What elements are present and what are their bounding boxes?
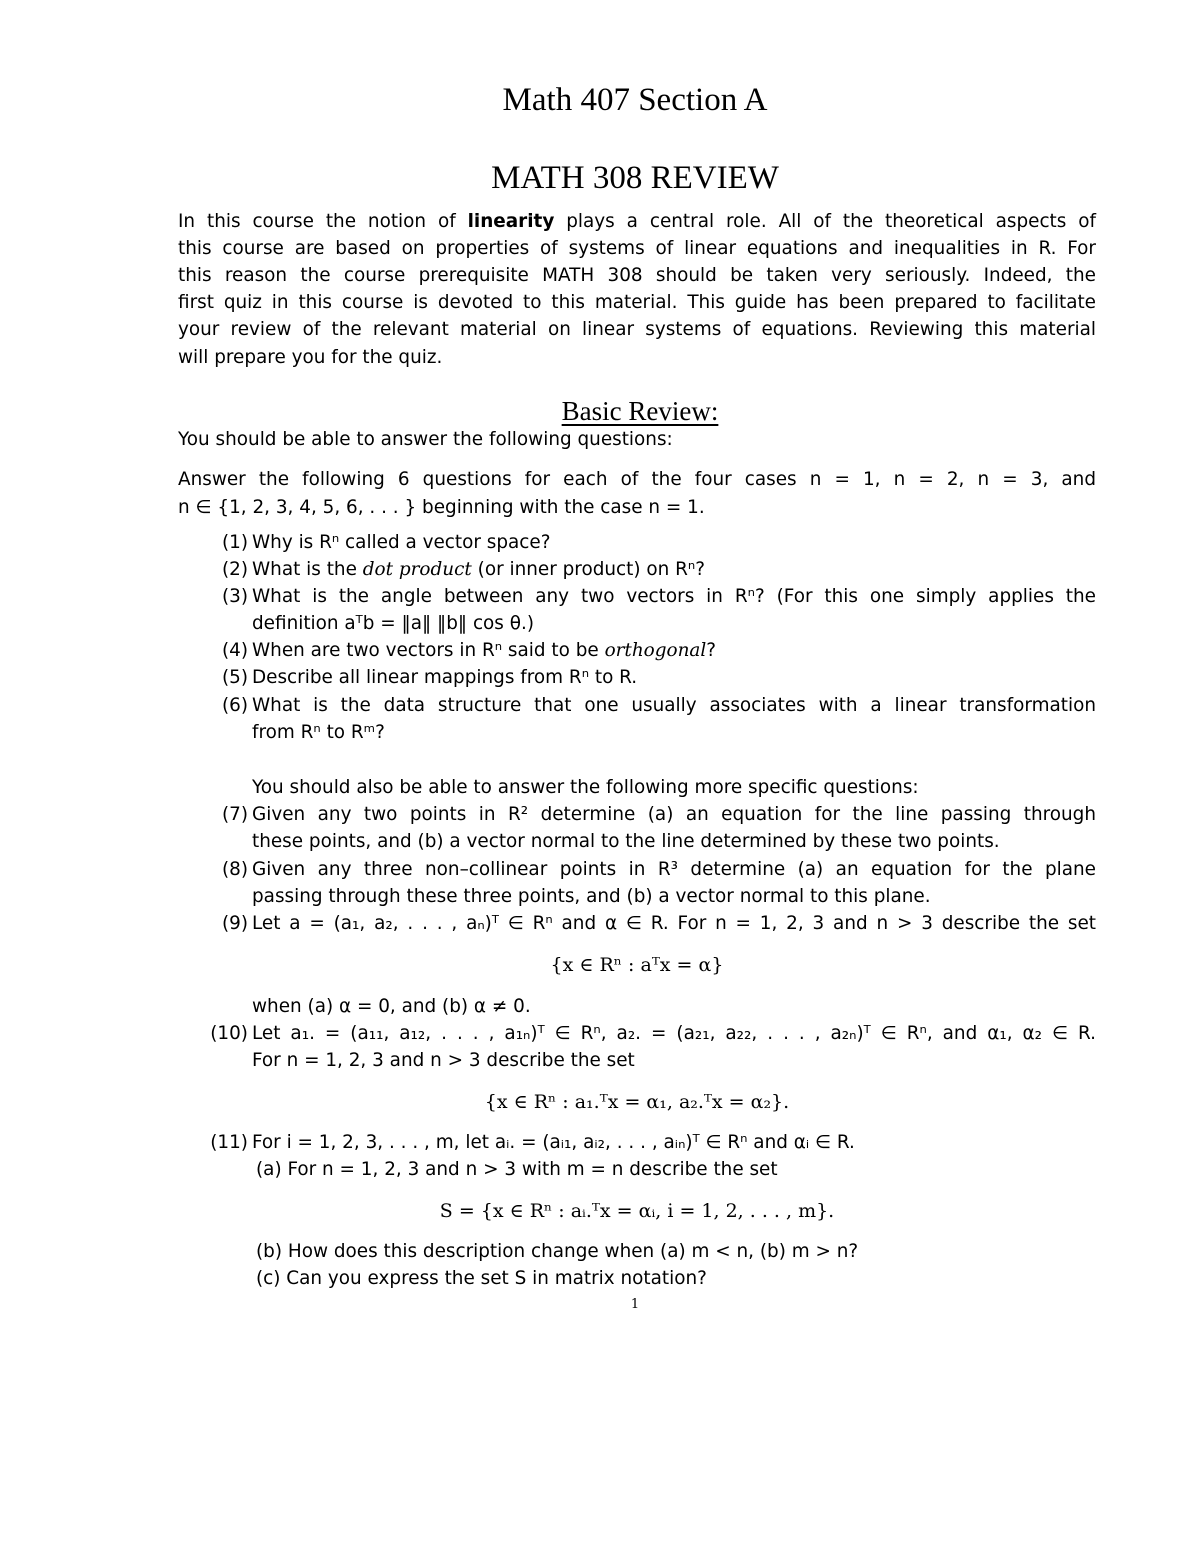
intro-line-4: first quiz in this course is devoted to this material. This guide has been prepared to facilitate (178, 292, 1096, 313)
question-10-display-set: {x ∈ Rⁿ : a₁.ᵀx = α₁, a₂.ᵀx = α₂}. (484, 1091, 790, 1113)
page-number: 1 (630, 1297, 640, 1312)
question-11-display-set: S = {x ∈ Rⁿ : aᵢ.ᵀx = αᵢ, i = 1, 2, . . . , m}. (439, 1200, 835, 1222)
question-9-display-set: {x ∈ Rⁿ : aᵀx = α} (550, 954, 724, 976)
intro-line-2: this course are based on properties of systems of linear equations and inequalities in R. For (178, 238, 1096, 259)
answer-line-2: n ∈ {1, 2, 3, 4, 5, 6, . . . } beginning with the case n = 1. (178, 497, 705, 518)
intro-line-1: In this course the notion of linearity plays a central role. All of the theoretical aspects of (178, 211, 1096, 232)
course-title: Math 407 Section A (502, 82, 768, 118)
document-title: MATH 308 REVIEW (491, 160, 779, 196)
intro-line-5: your review of the relevant material on linear systems of equations. Reviewing this material (178, 319, 1096, 340)
section-heading: Basic Review: (561, 396, 719, 426)
linearity-term: linearity (467, 211, 555, 232)
orthogonal-term: orthogonal (604, 640, 707, 661)
intro-line-6: will prepare you for the quiz. (178, 347, 443, 368)
section-lead: You should be able to answer the following questions: (178, 429, 673, 450)
dot-product-term: dot product (362, 559, 472, 580)
document-page: Math 407 Section A MATH 308 REVIEW In this course the notion of linearity plays a central role. All of the theoretical aspects of this course are based on properties of systems of linear equations and inequalities in R. For this reason the course prerequisite MATH 308 should be taken very seriously. Indeed, the first quiz in this course is devoted to this material. This guide has been prepared to facilitate your review of the relevant material on linear systems of equations. Reviewing this material will prepare you for the quiz. Basic Review: You should be able to answer the following questions: Answer the following 6 questions for each of the four cases n = 1, n = 2, n = 3, and n ∈ {1, 2, 3, 4, 5, 6, . . . } beginning with the case n = 1. (1) Why is Rⁿ called a vector space? (2) What is the dot product (or inner product) on Rⁿ? (3) What is the angle between any two vectors in Rⁿ? (For this one simply applies the definition aᵀb = ‖a‖ ‖b‖ cos θ.) (4) When are two vectors in Rⁿ said to be orthogonal? (5) Describe all linear mappings from Rⁿ to R. (6) What is the data structure that one usually associates with a linear transformation from Rⁿ to Rᵐ? You should also be able to answer the following more specific questions: (7) Given any two points in R² determine (a) an equation for the line passing through these points, and (b) a vector normal to the line determined by these two points. (8) Given any three non–collinear points in R³ determine (a) an equation for the plane passing through these three points, and (b) a vector normal to this plane. (9) Let a = (a₁, a₂, . . . , aₙ)ᵀ ∈ Rⁿ and α ∈ R. For n = 1, 2, 3 and n > 3 describe the set {x ∈ Rⁿ : aᵀx = α} when (a) α = 0, and (b) α ≠ 0. (10) Let a₁. = (a₁₁, a₁₂, . . . , a₁ₙ)ᵀ ∈ Rⁿ, a₂. = (a₂₁, a₂₂, . . . , a₂ₙ)ᵀ ∈ Rⁿ, and α₁, α₂ ∈ R. For n = 1, 2, 3 and n > 3 describe the set {x ∈ Rⁿ : a₁.ᵀx = α₁, a₂.ᵀx = α₂}. (11) For i = 1, 2, 3, . . . , m, let aᵢ. = (aᵢ₁, aᵢ₂, . . . , aᵢₙ)ᵀ ∈ Rⁿ and αᵢ ∈ R. (a) For n = 1, 2, 3 and n > 3 with m = n describe the set S = {x ∈ Rⁿ : aᵢ.ᵀx = αᵢ, i = 1, 2, . . . , m}. (b) How does this description change when (a) m < n, (b) m > n? (c) Can you express the set S in matrix notation? 1 (0, 0, 1200, 1553)
intro-line-3: this reason the course prerequisite MATH 308 should be taken very seriously. Indeed, the (178, 265, 1096, 286)
answer-line-1: Answer the following 6 questions for each of the four cases n = 1, n = 2, n = 3, and (178, 469, 1096, 490)
